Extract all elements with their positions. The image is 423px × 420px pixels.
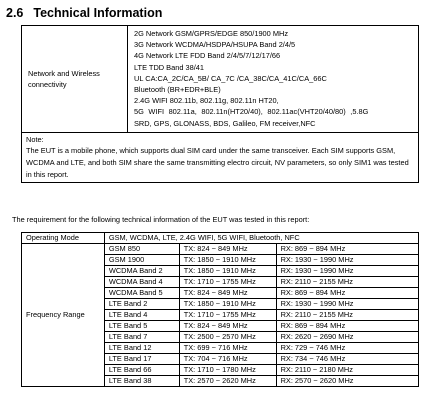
section-number: 2.6 (6, 6, 24, 20)
rx-cell: RX: 869 ~ 894 MHz (276, 288, 418, 299)
section-title: Technical Information (33, 6, 163, 20)
capability-line: 3G Network WCDMA/HSDPA/HSUPA Band 2/4/5 (134, 40, 296, 50)
tx-cell: TX: 1850 ~ 1910 MHz (179, 266, 276, 277)
tx-cell: TX: 824 ~ 849 MHz (179, 244, 276, 255)
rx-cell: RX: 869 ~ 894 MHz (276, 244, 418, 255)
technical-info-table (21, 25, 419, 183)
rx-cell: RX: 2570 ~ 2620 MHz (276, 376, 418, 387)
frequency-intro: The requirement for the following technical information of the EUT was tested in this report: (12, 215, 310, 224)
tx-cell: TX: 1850 ~ 1910 MHz (179, 255, 276, 266)
connectivity-label: Network and Wireless connectivity (22, 26, 128, 133)
tx-cell: TX: 704 ~ 716 MHz (179, 354, 276, 365)
frequency-range-label: Frequency Range (22, 244, 105, 387)
operating-mode-label: Operating Mode (22, 233, 105, 244)
band-cell: LTE Band 12 (104, 343, 179, 354)
rx-cell: RX: 869 ~ 894 MHz (276, 321, 418, 332)
note-cell (22, 132, 419, 182)
band-cell: LTE Band 66 (104, 365, 179, 376)
band-cell: WCDMA Band 2 (104, 266, 179, 277)
rx-cell: RX: 2110 ~ 2180 MHz (276, 365, 418, 376)
tx-cell: TX: 2500 ~ 2570 MHz (179, 332, 276, 343)
section-heading (6, 6, 162, 20)
rx-cell: RX: 1930 ~ 1990 MHz (276, 255, 418, 266)
band-cell: GSM 850 (104, 244, 179, 255)
capability-line: SRD, GPS, GLONASS, BDS, Galileo, FM receiver,NFC (134, 118, 316, 128)
rx-cell: RX: 2620 ~ 2690 MHz (276, 332, 418, 343)
band-cell: WCDMA Band 5 (104, 288, 179, 299)
capability-line: 2.4G WIFI 802.11b, 802.11g, 802.11n HT20, (134, 96, 279, 106)
capability-line: 5G WIFI 802.11a, 802.11n(HT20/40), 802.11ac(VHT20/40/80) ,5.8G (134, 107, 369, 117)
connectivity-list (128, 26, 419, 133)
frequency-table (21, 232, 419, 387)
tx-cell: TX: 1850 ~ 1910 MHz (179, 299, 276, 310)
table-row (22, 244, 419, 255)
note-text: The EUT is a mobile phone, which supports dual SIM card under the same transceiver. Each SIM supports GSM, WCDMA and LTE, and both SIM share the same transmitting electro circuit, NV parameters, so only SIM1 was tested in this report. (26, 146, 409, 179)
band-cell: LTE Band 7 (104, 332, 179, 343)
rx-cell: RX: 734 ~ 746 MHz (276, 354, 418, 365)
tx-cell: TX: 824 ~ 849 MHz (179, 288, 276, 299)
connectivity-row (22, 26, 419, 133)
capability-line: UL CA:CA_2C/CA_5B/ CA_7C /CA_38C/CA_41C/CA_66C (134, 73, 327, 83)
capability-line: Bluetooth (BR+EDR+BLE) (134, 85, 221, 95)
band-cell: LTE Band 5 (104, 321, 179, 332)
capability-line: 2G Network GSM/GPRS/EDGE 850/1900 MHz (134, 29, 289, 38)
tx-cell: TX: 1710 ~ 1755 MHz (179, 277, 276, 288)
capability-line: LTE TDD Band 38/41 (134, 62, 204, 72)
rx-cell: RX: 2110 ~ 2155 MHz (276, 277, 418, 288)
tx-cell: TX: 824 ~ 849 MHz (179, 321, 276, 332)
rx-cell: RX: 729 ~ 746 MHz (276, 343, 418, 354)
band-cell: GSM 1900 (104, 255, 179, 266)
band-cell: LTE Band 4 (104, 310, 179, 321)
note-title: Note: (26, 134, 44, 144)
band-cell: WCDMA Band 4 (104, 277, 179, 288)
band-cell: LTE Band 2 (104, 299, 179, 310)
note-row (22, 132, 419, 182)
band-cell: LTE Band 17 (104, 354, 179, 365)
tx-cell: TX: 2570 ~ 2620 MHz (179, 376, 276, 387)
tx-cell: TX: 1710 ~ 1780 MHz (179, 365, 276, 376)
tx-cell: TX: 1710 ~ 1755 MHz (179, 310, 276, 321)
rx-cell: RX: 1930 ~ 1990 MHz (276, 266, 418, 277)
band-cell: LTE Band 38 (104, 376, 179, 387)
rx-cell: RX: 1930 ~ 1990 MHz (276, 299, 418, 310)
rx-cell: RX: 2110 ~ 2155 MHz (276, 310, 418, 321)
tx-cell: TX: 699 ~ 716 MHz (179, 343, 276, 354)
operating-mode-value: GSM, WCDMA, LTE, 2.4G WIFI, 5G WIFI, Bluetooth, NFC (104, 233, 418, 244)
capability-line: 4G Network LTE FDD Band 2/4/5/7/12/17/66 (134, 51, 281, 61)
frequency-rows (22, 244, 419, 387)
operating-mode-row (22, 233, 419, 244)
